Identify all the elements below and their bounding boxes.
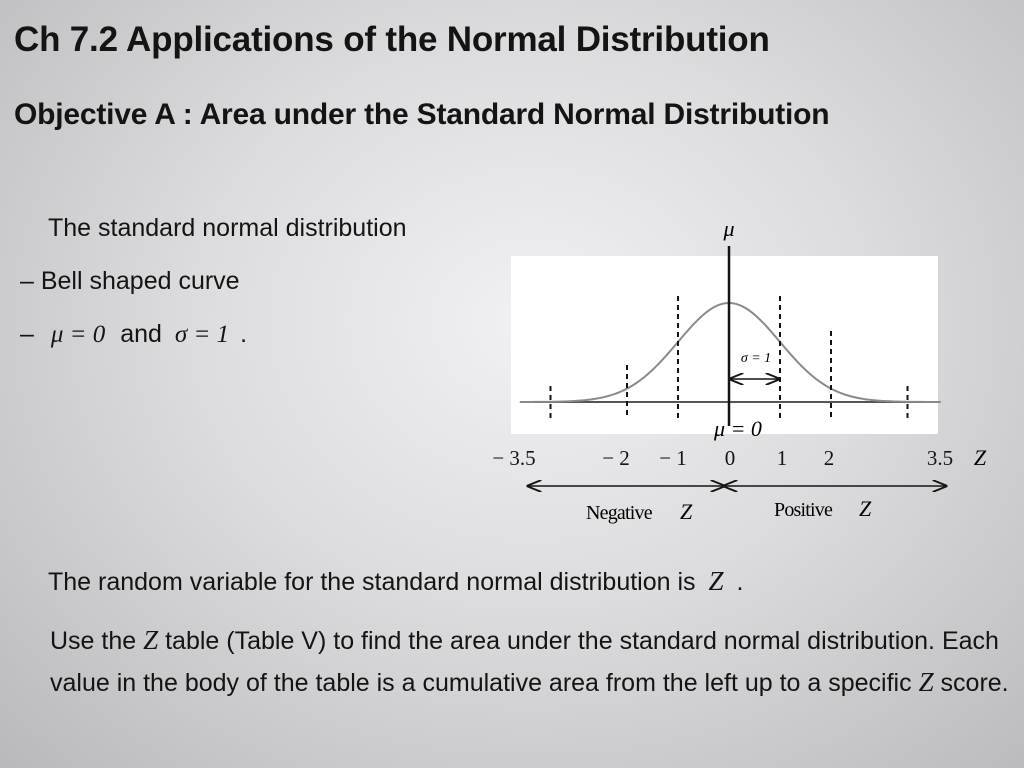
bullet-bell-curve: – Bell shaped curve	[20, 267, 240, 295]
paragraph-z1: Z	[143, 625, 159, 655]
random-variable-text: The random variable for the standard normal distribution is	[48, 568, 696, 596]
intro-text: The standard normal distribution	[48, 214, 407, 242]
paragraph-part1: Use the	[50, 627, 137, 655]
sigma-equals-one: σ = 1	[174, 321, 230, 348]
tick-label: − 1	[659, 446, 687, 470]
bullet-period: .	[240, 320, 248, 348]
positive-z-letter: Z	[859, 496, 872, 521]
sigma-label: σ = 1	[740, 351, 772, 366]
tick-label: 2	[823, 446, 835, 470]
axis-variable-label: Z	[973, 445, 987, 470]
random-variable-line	[48, 566, 743, 597]
random-variable-period: .	[736, 568, 744, 596]
tick-label: 3.5	[926, 446, 954, 470]
tick-label: − 3.5	[492, 446, 536, 470]
negative-label: Negative	[586, 502, 652, 524]
tick-label: 1	[776, 446, 788, 470]
paragraph-part2: table (Table V) to find the area under the standard normal distribution. Each value in the body of the table is a cumulative area from the left up to a specific	[50, 627, 999, 697]
tick-label: 0	[724, 446, 736, 470]
bullet-dash: –	[20, 320, 34, 348]
z-table-paragraph	[50, 620, 1010, 704]
slide-title: Ch 7.2 Applications of the Normal Distribution	[14, 20, 770, 59]
positive-label: Positive	[774, 499, 833, 521]
plot-background	[511, 256, 938, 434]
slide-subtitle: Objective A : Area under the Standard Normal Distribution	[14, 98, 830, 131]
random-variable-z: Z	[708, 566, 724, 596]
tick-label: − 2	[602, 446, 630, 470]
bullet-parameters	[20, 320, 247, 349]
mu-equals-zero: μ = 0	[50, 321, 106, 348]
negative-z-letter: Z	[680, 499, 693, 524]
paragraph-z2: Z	[918, 667, 934, 697]
mu-zero-label: μ = 0	[714, 416, 762, 441]
mu-top-label: μ	[723, 216, 735, 241]
normal-distribution-diagram	[480, 210, 1000, 540]
and-word: and	[120, 320, 162, 348]
paragraph-part3: score.	[940, 669, 1009, 697]
